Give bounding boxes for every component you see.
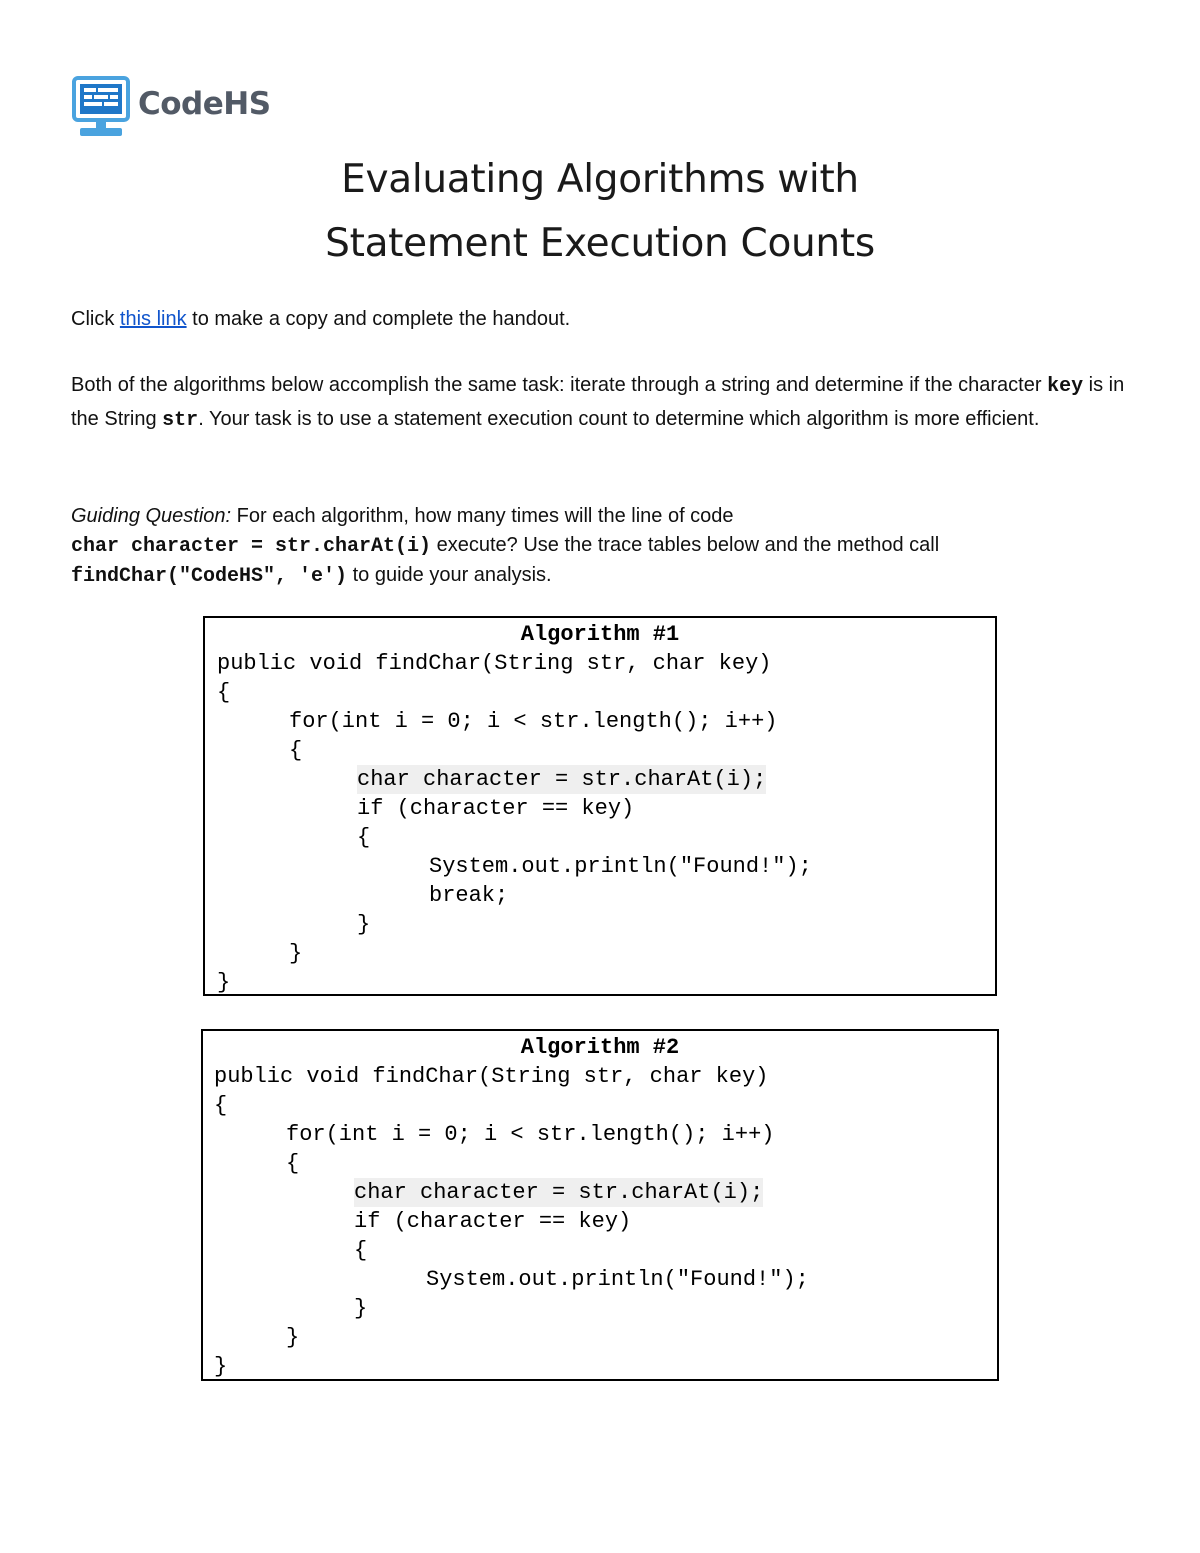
key-code: key bbox=[1047, 375, 1084, 398]
highlighted-code-line: char character = str.charAt(i); bbox=[354, 1180, 764, 1205]
description-text-2: is in the String bbox=[71, 374, 1125, 430]
code-line: { bbox=[286, 1151, 300, 1176]
guiding-question bbox=[71, 502, 1141, 591]
code-line: } bbox=[286, 1325, 300, 1350]
code-line: { bbox=[357, 825, 371, 850]
algorithm-1-box bbox=[203, 616, 997, 996]
algorithm-2-title: Algorithm #2 bbox=[520, 1035, 680, 1060]
codehs-logo bbox=[72, 76, 271, 138]
copy-handout-link[interactable]: this link bbox=[119, 308, 187, 330]
code-line: break; bbox=[429, 883, 509, 908]
code-line: } bbox=[354, 1296, 368, 1321]
code-line: if (character == key) bbox=[354, 1209, 632, 1234]
code-line: if (character == key) bbox=[357, 796, 635, 821]
title-line-1: Evaluating Algorithms with bbox=[341, 157, 859, 202]
guiding-text-3: to guide your analysis. bbox=[347, 564, 552, 586]
code-line: { bbox=[217, 680, 231, 705]
code-line: { bbox=[214, 1093, 228, 1118]
str-code: str bbox=[162, 409, 199, 432]
code-line: } bbox=[289, 941, 303, 966]
description-paragraph bbox=[71, 369, 1141, 437]
intro-suffix: to make a copy and complete the handout. bbox=[186, 308, 571, 330]
highlighted-code-line: char character = str.charAt(i); bbox=[357, 767, 767, 792]
logo-wordmark: CodeHS bbox=[138, 86, 271, 122]
title-line-2: Statement Execution Counts bbox=[325, 221, 875, 266]
algorithm-2-box bbox=[201, 1029, 999, 1381]
guiding-text-2: execute? Use the trace tables below and the method call bbox=[431, 534, 940, 556]
description-text-1: Both of the algorithms below accomplish the same task: iterate through a string and determine if the character bbox=[71, 374, 1048, 396]
code-line: public void findChar(String str, char key) bbox=[214, 1064, 769, 1089]
code-line: { bbox=[289, 738, 303, 763]
code-line: } bbox=[357, 912, 371, 937]
intro-paragraph bbox=[71, 303, 1141, 336]
intro-prefix: Click bbox=[71, 308, 120, 330]
page-title bbox=[0, 148, 1200, 276]
code-line: { bbox=[354, 1238, 368, 1263]
guiding-label: Guiding Question: bbox=[71, 505, 232, 527]
guiding-code-2: findChar("CodeHS", 'e') bbox=[71, 565, 348, 588]
code-line: for(int i = 0; i < str.length(); i++) bbox=[289, 709, 778, 734]
monitor-icon bbox=[72, 76, 130, 138]
code-line: System.out.println("Found!"); bbox=[426, 1267, 809, 1292]
guiding-code-1: char character = str.charAt(i) bbox=[71, 535, 432, 558]
description-text-3: . Your task is to use a statement execution count to determine which algorithm is more efficient. bbox=[198, 408, 1040, 430]
algorithm-1-title: Algorithm #1 bbox=[520, 622, 680, 647]
code-line: public void findChar(String str, char key) bbox=[217, 651, 772, 676]
code-line: for(int i = 0; i < str.length(); i++) bbox=[286, 1122, 775, 1147]
code-line: } bbox=[214, 1354, 228, 1379]
guiding-text-1: For each algorithm, how many times will the line of code bbox=[231, 505, 734, 527]
code-line: System.out.println("Found!"); bbox=[429, 854, 812, 879]
code-line: } bbox=[217, 970, 231, 995]
